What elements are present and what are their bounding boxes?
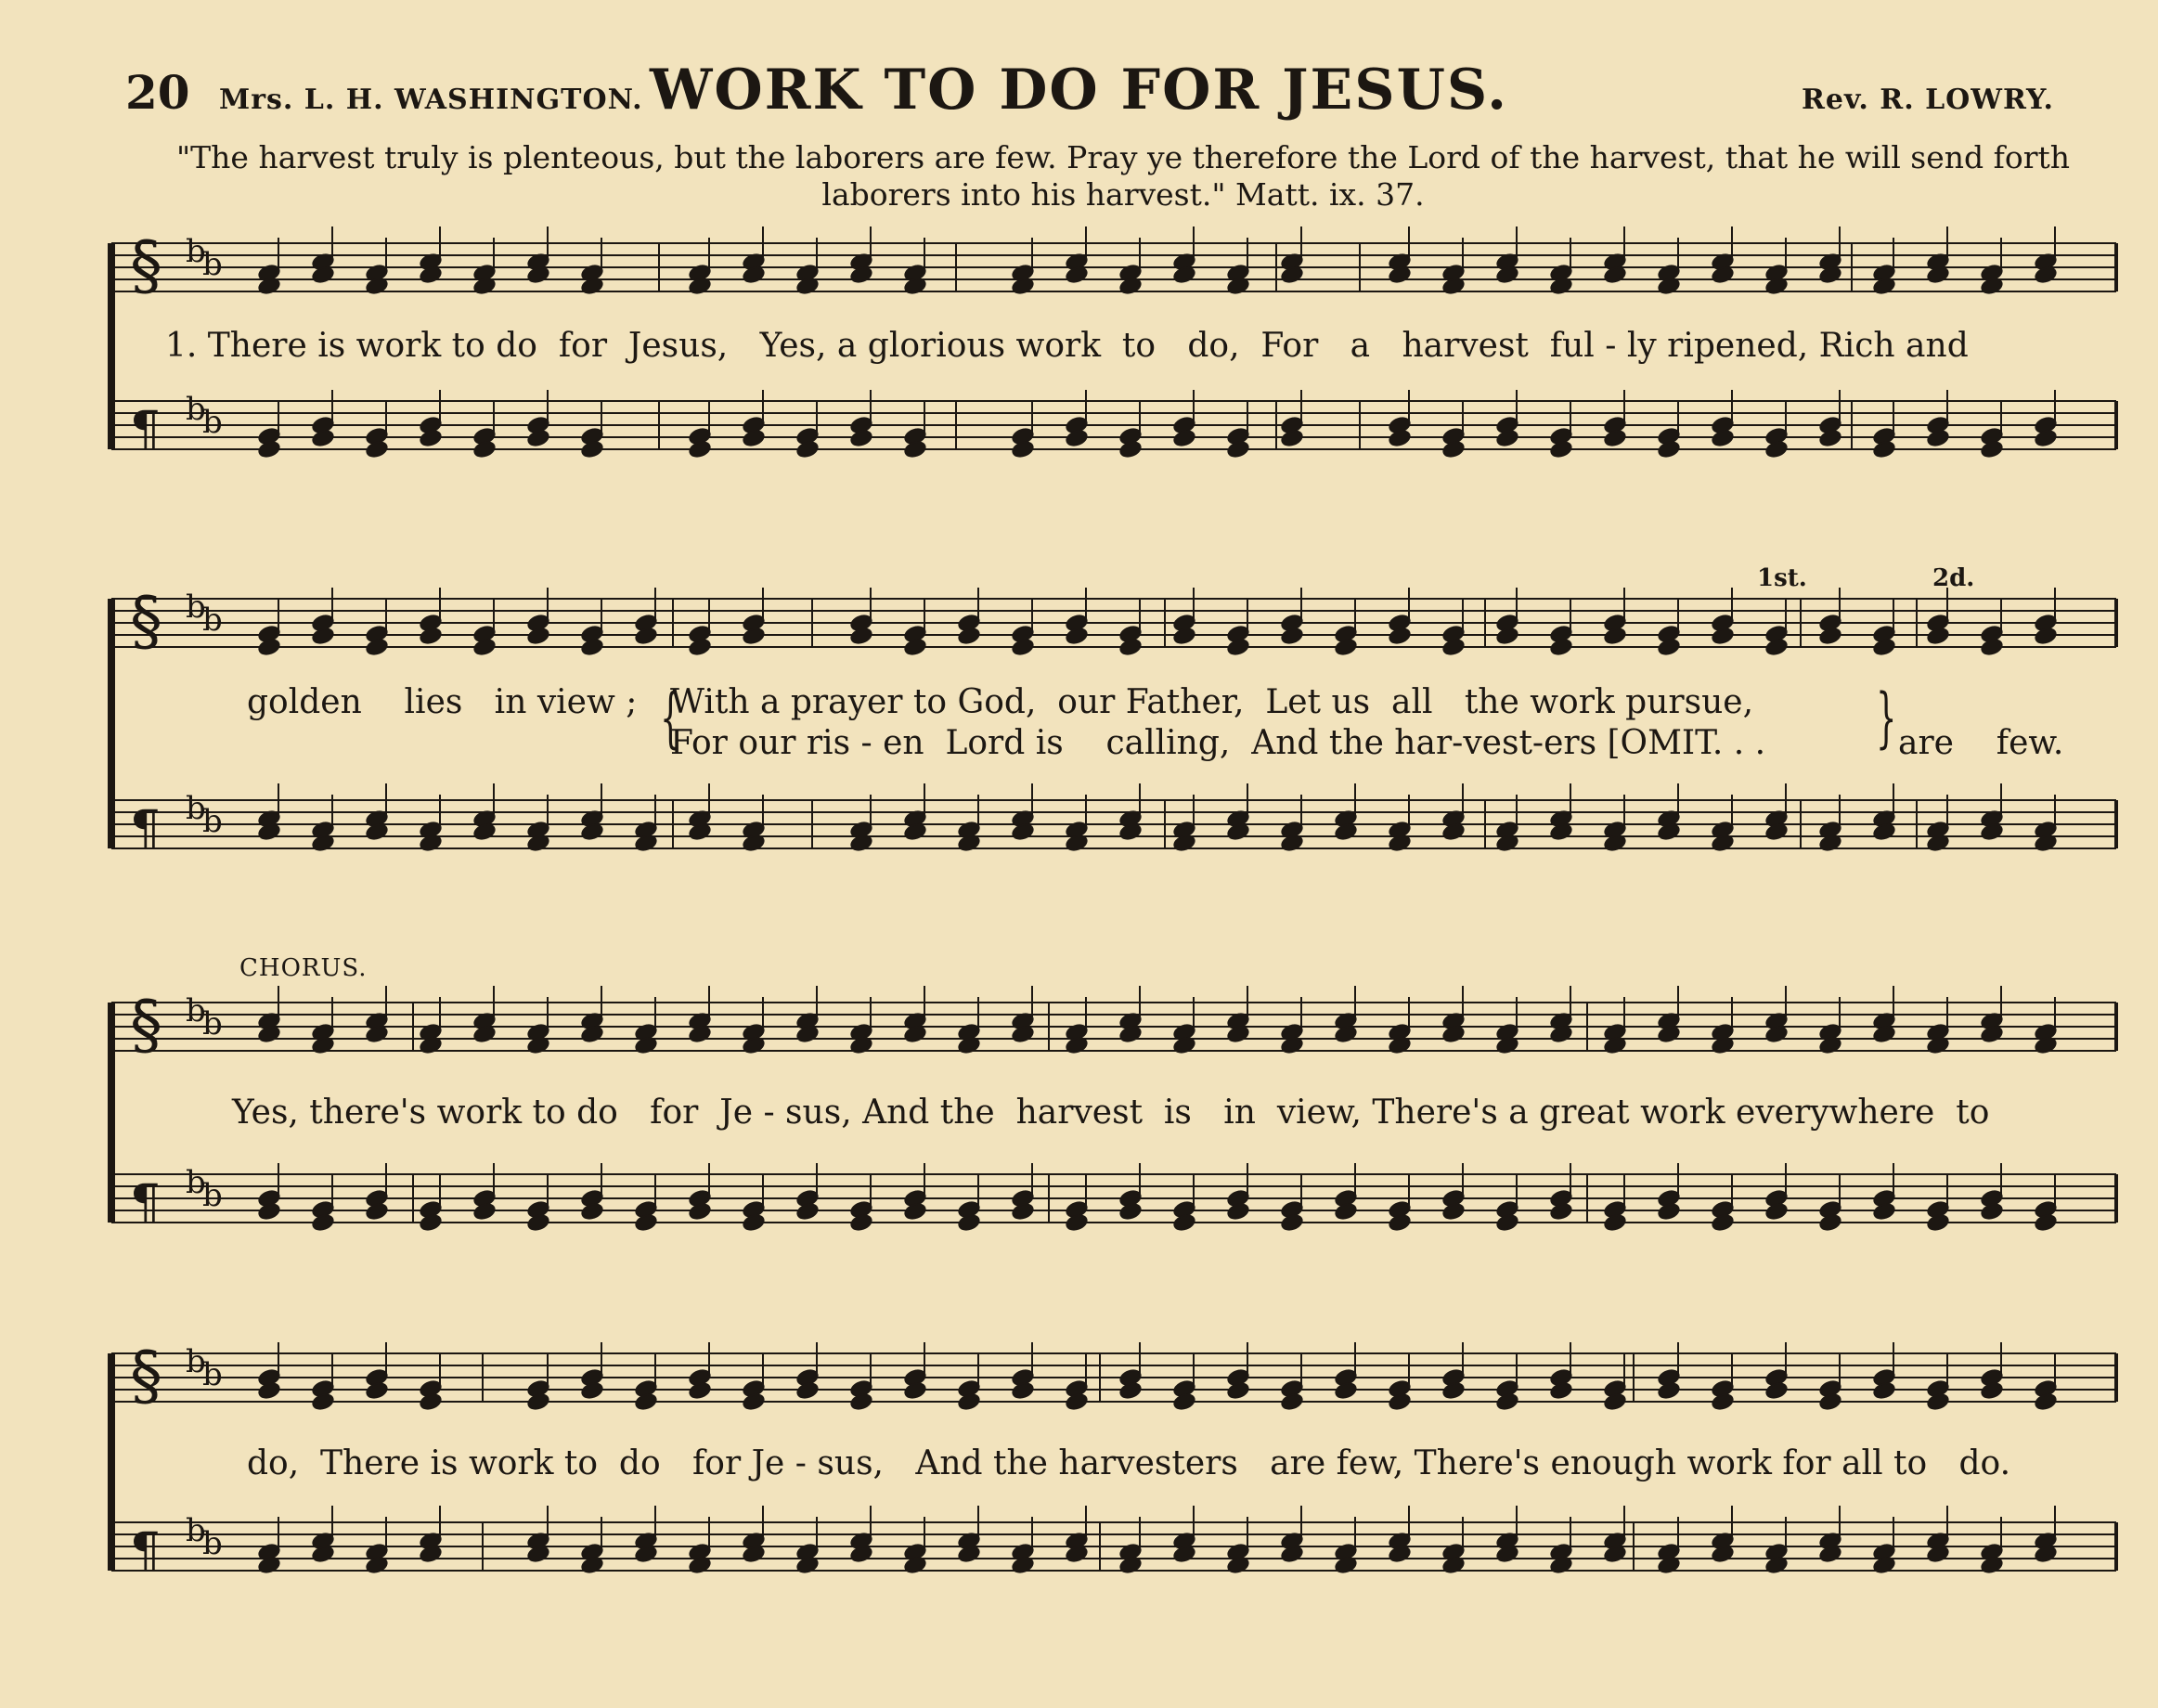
bass-clef: ¶ [130, 402, 162, 458]
flat-sign: b [202, 1005, 223, 1042]
flat-sign: b [202, 803, 223, 840]
flat-sign: b [186, 790, 206, 827]
flat-sign: b [202, 1177, 223, 1214]
flat-sign: b [186, 992, 206, 1029]
flat-sign: b [186, 233, 206, 270]
flat-sign: b [202, 1356, 223, 1393]
flat-sign: b [202, 404, 223, 441]
second-ending-label: 2d. [1932, 564, 1975, 592]
chorus-label: CHORUS. [239, 954, 368, 982]
bass-clef: ¶ [130, 1175, 162, 1231]
first-ending-label: 1st. [1757, 564, 1807, 592]
flat-sign: b [202, 246, 223, 283]
lyric-line-5: do, There is work to do for Je - sus, And the harvesters are few, There's enough work for all to do. [247, 1444, 2011, 1482]
lyricist-credit: Rev. R. LOWRY. [1801, 84, 2054, 116]
epigraph-line-1: "The harvest truly is plenteous, but the laborers are few. Pray ye therefore the Lord of the harvest, that he will send forth [175, 139, 2071, 175]
treble-clef: § [130, 1338, 162, 1414]
treble-clef: § [130, 583, 162, 659]
page-number: 20 [125, 65, 190, 120]
brace-left: { [660, 679, 681, 756]
hymn-title: WORK TO DO FOR JESUS. [649, 58, 1508, 123]
epigraph-line-2: laborers into his harvest." Matt. ix. 37. [821, 176, 1425, 213]
flat-sign: b [186, 589, 206, 626]
flat-sign: b [186, 1343, 206, 1380]
lyric-line-3c: are few. [1898, 724, 2064, 762]
lyric-line-2: golden lies in view ; [247, 683, 638, 721]
flat-sign: b [186, 391, 206, 428]
composer-credit: Mrs. L. H. WASHINGTON. [219, 84, 643, 116]
flat-sign: b [202, 602, 223, 639]
lyric-line-4: Yes, there's work to do for Je - sus, And the harvest is in view, There's a great work everywhere to [232, 1093, 1990, 1132]
flat-sign: b [186, 1512, 206, 1549]
lyric-line-3a: With a prayer to God, our Father, Let us all the work pursue, [670, 683, 1754, 721]
treble-clef: § [130, 227, 162, 304]
treble-clef: § [130, 987, 162, 1063]
lyric-line-3b: For our ris - en Lord is calling, And the har-vest-ers [OMIT. . . [670, 724, 1766, 762]
brace-right: } [1876, 679, 1897, 756]
bass-clef: ¶ [130, 1523, 162, 1579]
flat-sign: b [202, 1525, 223, 1562]
bass-clef: ¶ [130, 801, 162, 857]
flat-sign: b [186, 1164, 206, 1201]
lyric-line-1: 1. There is work to do for Jesus, Yes, a glorious work to do, For a harvest ful - ly ripened, Rich and [165, 327, 1969, 365]
